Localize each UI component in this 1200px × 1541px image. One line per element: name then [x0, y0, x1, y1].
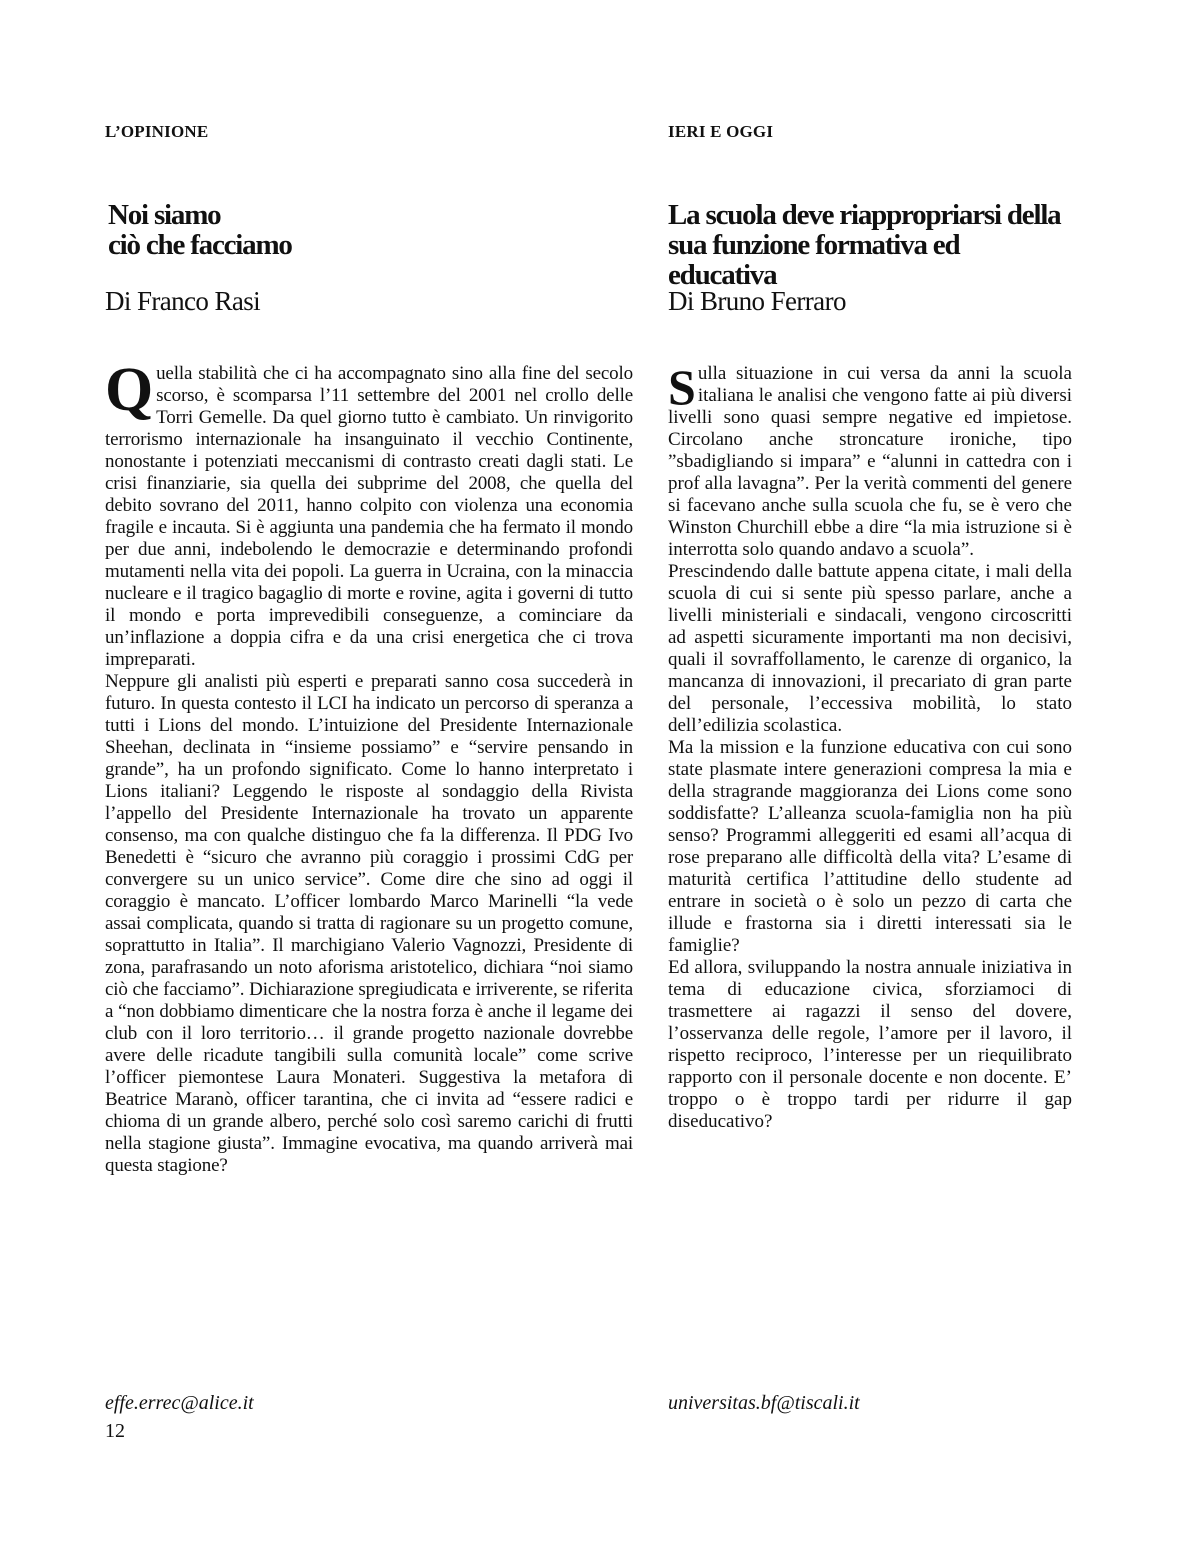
title-line-1: La scuola deve riappropriarsi della — [668, 199, 1061, 231]
paragraph-text: uella stabilità che ci ha accompagnato sino alla fine del secolo scorso, è scomparsa l’11 settembre del 2001 nel crollo delle Torri Gemelle. Da quel giorno tutto è cambiato. Un rinvigorito terrorismo internazionale ha insanguinato il vecchio Continente, nonostante i potenziati meccanismi di contrasto creati dagli stati. Le crisi finanziarie, sia quella dei subprime del 2008, che quella del debito sovrano del 2011, hanno colpito con violenza una economia fragile e incauta. Si è aggiunta una pandemia che ha fermato il mondo per due anni, indebolendo le democrazie e determinando profondi mutamenti nella vita dei popoli. La guerra in Ucraina, con la minaccia nucleare e il tragico bagaglio di morte e rovine, agita i governi di tutto il mondo e porta imprevedibili conseguenze, a cominciare da un’inflazione a doppia cifra e da una crisi energetica che ci trova impreparati. — [105, 363, 633, 670]
article-body — [668, 359, 1072, 1133]
article-body — [105, 356, 633, 1177]
byline: Di Bruno Ferraro — [668, 286, 846, 316]
article-title — [668, 200, 1072, 290]
paragraph — [668, 359, 1072, 561]
paragraph: Ma la mission e la funzione educativa con cui sono state plasmate intere generazioni compresa la mia e della stragrande maggioranza dei Lions come sono soddisfatte? L’alleanza scuola-famiglia non ha più senso? Programmi alleggeriti ed esami all’acqua di rose preparano alle difficoltà della vita? L’esame di maturità certifica l’attitudine dello studente ad entrare in società o è solo un pezzo di carta che illude e frastorna sia i diretti interessati sia le famiglie? — [668, 737, 1072, 956]
title-line-1: Noi siamo — [108, 199, 221, 231]
section-label: IERI E OGGI — [668, 122, 774, 141]
paragraph: Neppure gli analisti più esperti e preparati sanno cosa succederà in futuro. In questa contesto il LCI ha indicato un percorso di speranza a tutti i Lions del mondo. L’intuizione del Presidente Internazionale Sheehan, declinata in “insieme possiamo” e “servire pensando in grande”, ha un profondo significato. Come lo hanno interpretato i Lions italiani? Leggendo le risposte al sondaggio della Rivista l’appello del Presidente Internazionale ha trovato un apparente consenso, ma con qualche distinguo che fa la differenza. Il PDG Ivo Benedetti è “sicuro che avranno più coraggio i prossimi CdG per convergere su un unico service”. Come dire che sino ad oggi il coraggio è mancato. L’officer lombardo Marco Marinelli “la vede assai complicata, quando si tratta di ragionare su un progetto comune, soprattutto in Italia”. Il marchigiano Valerio Vagnozzi, Presidente di zona, parafrasando un noto aforisma aristotelico, dichiara “noi siamo ciò che facciamo”. Dichiarazione spregiudicata e irriverente, se riferita a “non dobbiamo dimenticare che la nostra forza è anche il legame dei club con il loro territorio… il grande progetto nazionale dovrebbe avere delle ricadute tangibili sulla comunità locale” come scrive l’officer piemontese Laura Monateri. Suggestiva la metafora di Beatrice Maranò, officer tarantina, che ci invita ad “essere radici e chioma di un grande albero, perché solo così saremo carichi di frutti nella stagione giusta”. Immagine evocativa, ma quando arriverà mai questa stagione? — [105, 671, 633, 1176]
page-number: 12 — [105, 1420, 125, 1442]
paragraph: Prescindendo dalle battute appena citate, i mali della scuola di cui si sente più spesso parlare, anche a livelli ministeriali e sindacali, vengono circoscritti ad aspetti sicuramente importanti ma non decisivi, quali il sovraffollamento, le carenze di organico, la mancanza di innovazioni, il precariato di gran parte del personale, l’eccessiva mobilità, lo stato dell’edilizia scolastica. — [668, 561, 1072, 736]
author-email[interactable]: universitas.bf@tiscali.it — [668, 1392, 860, 1414]
paragraph-text: ulla situazione in cui versa da anni la scuola italiana le analisi che vengono fatte ai più diversi livelli sono quasi sempre negative ed impietose. Circolano anche stroncature ironiche, tipo ”sbadigliando si impara” e “alunni in cattedra con i prof alla lavagna”. Per la verità commenti del genere si facevano anche sulla scuola che fu, se è vero che Winston Churchill ebbe a dire “la mia istruzione si è interrotta solo quando andavo a scuola”. — [668, 363, 1072, 560]
drop-cap: S — [668, 359, 696, 415]
author-email[interactable]: effe.errec@alice.it — [105, 1392, 254, 1414]
title-line-2: ciò che facciamo — [108, 229, 292, 261]
byline: Di Franco Rasi — [105, 286, 261, 316]
article-title — [108, 200, 292, 260]
section-label: L’OPINIONE — [105, 122, 209, 141]
paragraph — [105, 356, 633, 671]
paragraph: Ed allora, sviluppando la nostra annuale iniziativa in tema di educazione civica, sforziamoci di trasmettere ai ragazzi il senso del dovere, l’osservanza delle regole, l’amore per il lavoro, il rispetto reciproco, l’interesse per un riequilibrato rapporto con il personale docente e non docente. E’ troppo o è troppo tardi per ridurre il gap diseducativo? — [668, 957, 1072, 1132]
title-line-2: sua funzione formativa ed educativa — [668, 229, 960, 291]
drop-cap: Q — [105, 356, 154, 424]
